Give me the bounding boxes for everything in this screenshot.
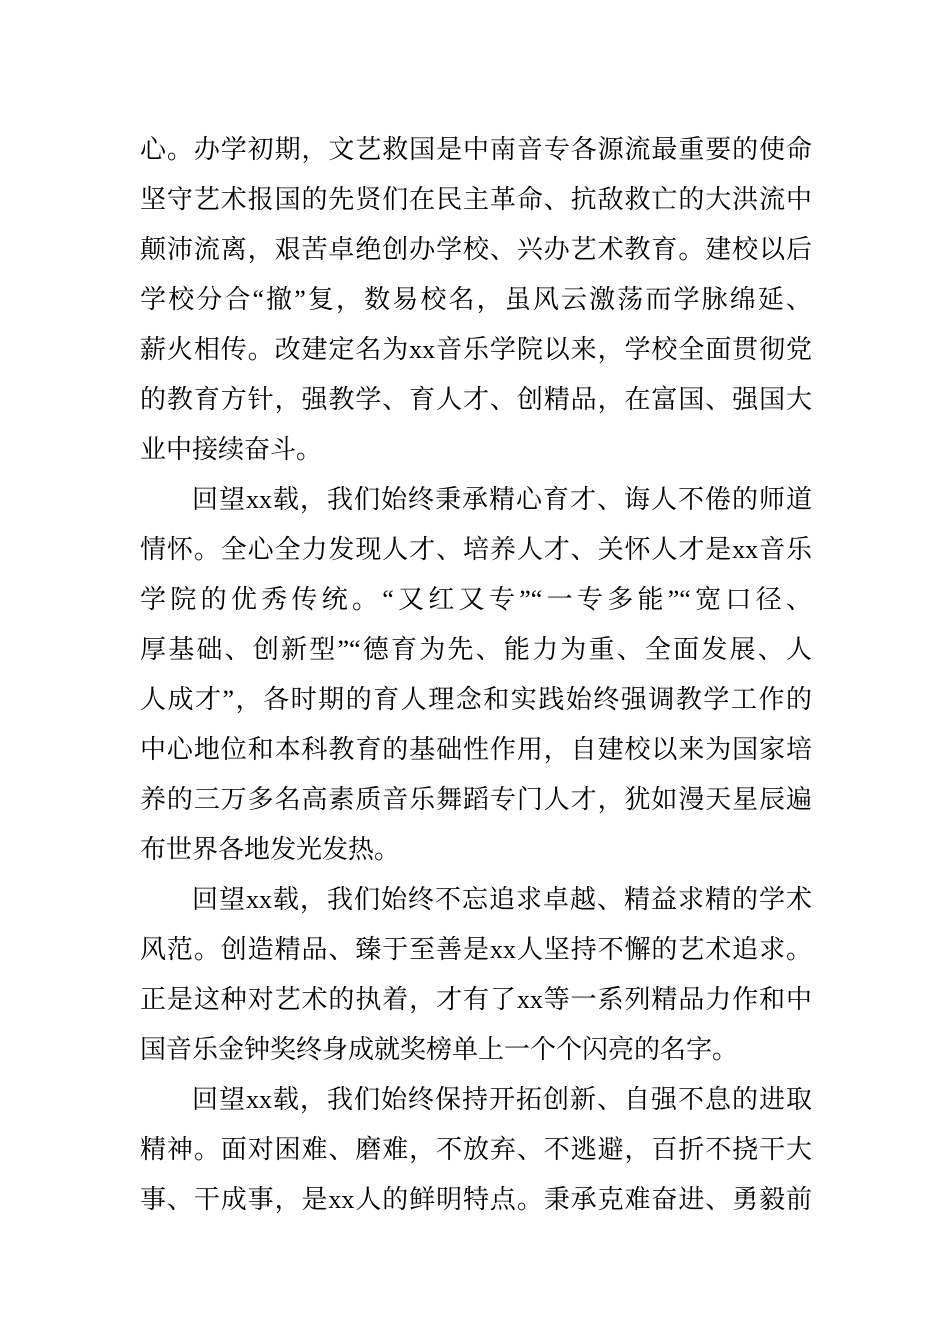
text-line: 回望xx载，我们始终不忘追求卓越、精益求精的学术: [192, 885, 812, 914]
text-line: 厚基础、创新型”“德育为先、能力为重、全面发展、人: [140, 635, 812, 664]
text-line: 心。办学初期，文艺救国是中南音专各源流最重要的使命: [140, 135, 812, 164]
text-line: 事、干成事，是xx人的鲜明特点。秉承克难奋进、勇毅前: [140, 1185, 812, 1214]
paragraph-3: [140, 875, 812, 1075]
text-line: 坚守艺术报国的先贤们在民主革命、抗敌救亡的大洪流中: [140, 185, 812, 214]
text-line: 薪火相传。改建定名为xx音乐学院以来，学校全面贯彻党: [140, 335, 812, 364]
text-line: 业中接续奋斗。: [140, 435, 323, 464]
paragraph-2: [140, 475, 812, 875]
text-line: 风范。创造精品、臻于至善是xx人坚持不懈的艺术追求。: [140, 935, 812, 964]
text-line: 中心地位和本科教育的基础性作用，自建校以来为国家培: [140, 735, 812, 764]
text-line: 国音乐金钟奖终身成就奖榜单上一个个闪亮的名字。: [140, 1035, 739, 1064]
text-line: 人成才”，各时期的育人理念和实践始终强调教学工作的: [140, 685, 812, 714]
text-line: 的教育方针，强教学、育人才、创精品，在富国、强国大: [140, 385, 812, 414]
text-line: 情怀。全心全力发现人才、培养人才、关怀人才是xx音乐: [140, 535, 812, 564]
text-line: 养的三万多名高素质音乐舞蹈专门人才，犹如漫天星辰遍: [140, 785, 812, 814]
text-line: 布世界各地发光发热。: [140, 835, 401, 864]
text-line: 学院的优秀传统。“又红又专”“一专多能”“宽口径、: [140, 585, 812, 614]
text-line: 精神。面对困难、磨难，不放弃、不逃避，百折不挠干大: [140, 1135, 812, 1164]
paragraph-1: [140, 125, 812, 475]
document-text-body: [140, 125, 812, 1225]
text-line: 回望xx载，我们始终保持开拓创新、自强不息的进取: [192, 1085, 812, 1114]
paragraph-4: [140, 1075, 812, 1225]
text-line: 颠沛流离，艰苦卓绝创办学校、兴办艺术教育。建校以后: [140, 235, 812, 264]
text-line: 学校分合“撤”复，数易校名，虽风云激荡而学脉绵延、: [140, 285, 812, 314]
text-line: 正是这种对艺术的执着，才有了xx等一系列精品力作和中: [140, 985, 812, 1014]
text-line: 回望xx载，我们始终秉承精心育才、诲人不倦的师道: [192, 485, 812, 514]
